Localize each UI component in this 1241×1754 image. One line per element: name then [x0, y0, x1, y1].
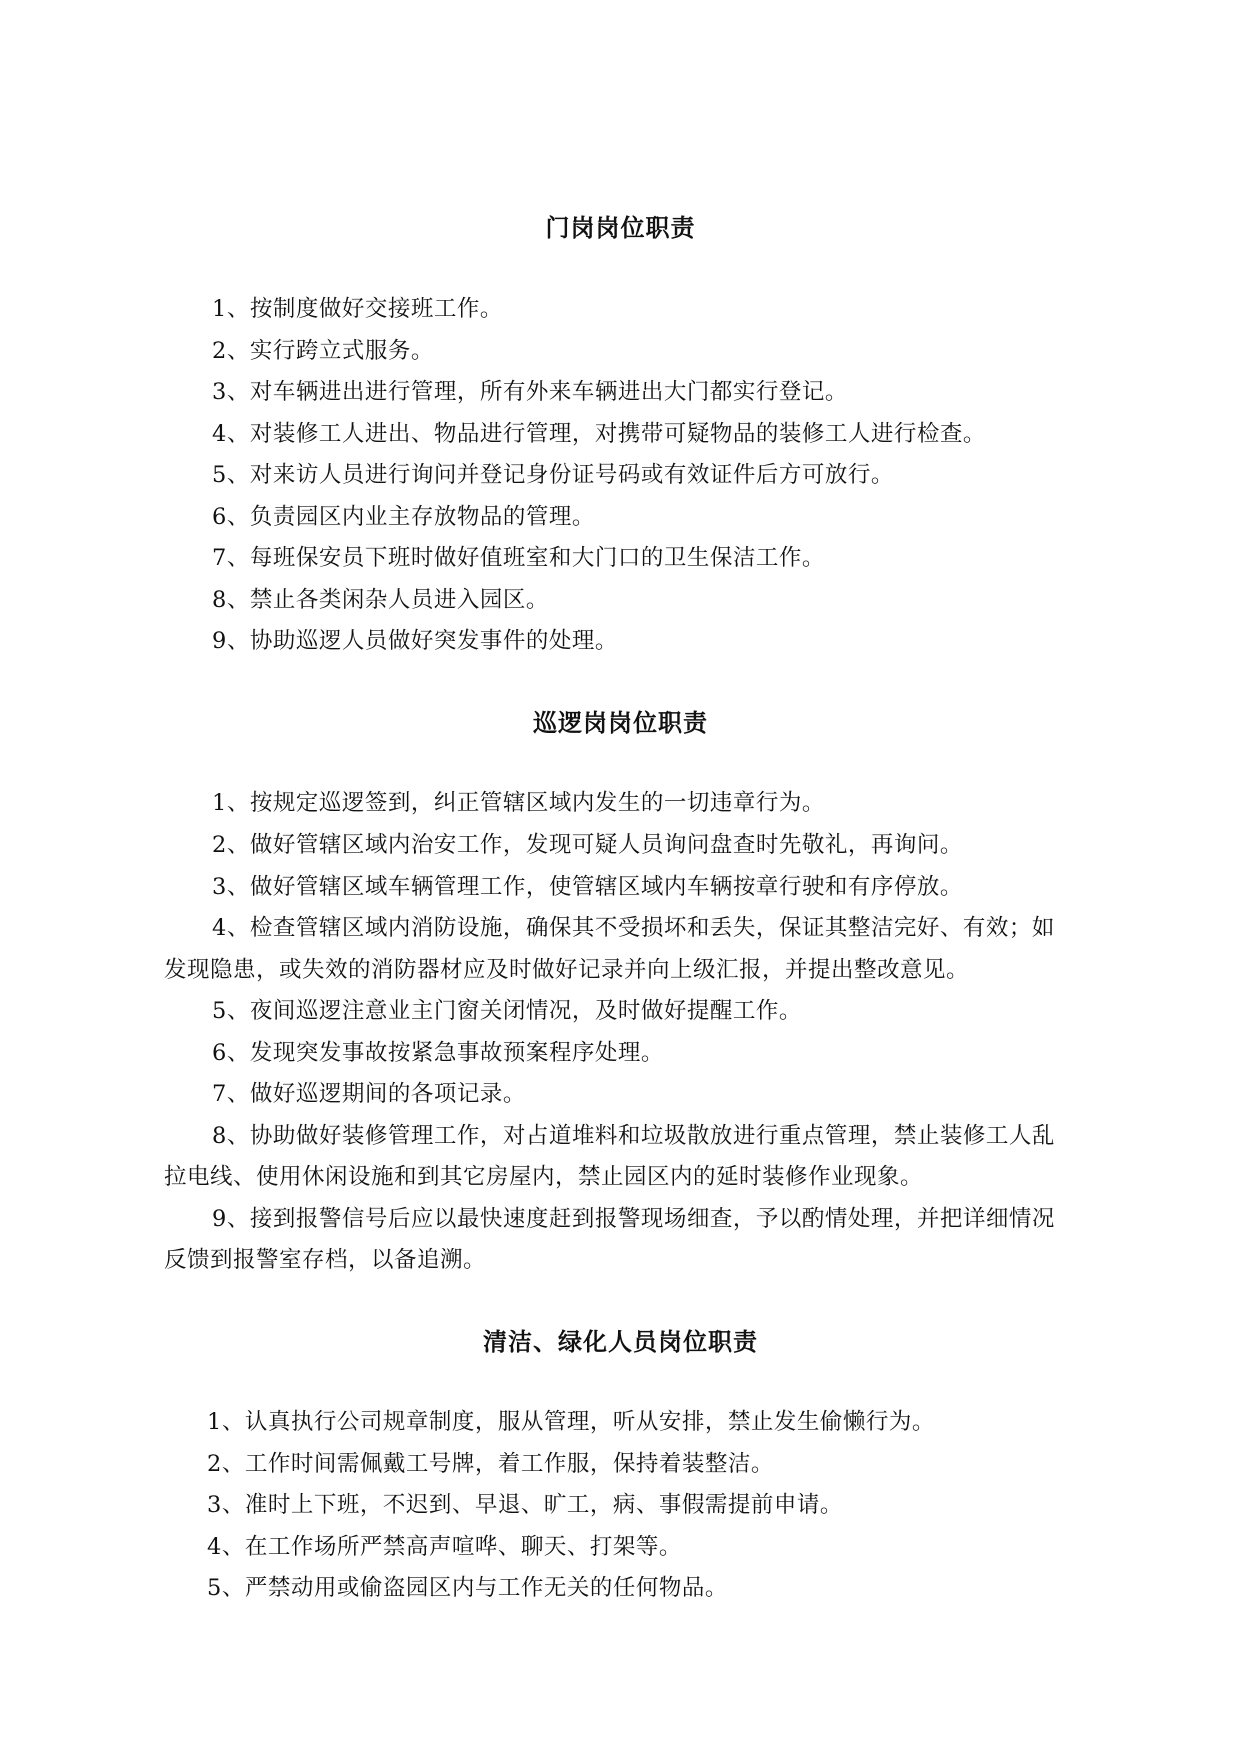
gate-item-1: 1、按制度做好交接班工作。: [212, 296, 503, 322]
patrol-item-4-line-1: 4、检查管辖区域内消防设施，确保其不受损坏和丢失，保证其整洁完好、有效；如: [212, 915, 1055, 941]
patrol-item-8-line-1: 8、协助做好装修管理工作，对占道堆料和垃圾散放进行重点管理，禁止装修工人乱: [212, 1123, 1055, 1149]
gate-item-8: 8、禁止各类闲杂人员进入园区。: [212, 587, 549, 613]
cleaning-item-4: 4、在工作场所严禁高声喧哗、聊天、打架等。: [207, 1534, 682, 1560]
cleaning-item-1: 1、认真执行公司规章制度，服从管理，听从安排，禁止发生偷懒行为。: [207, 1409, 935, 1435]
gate-item-2: 2、实行跨立式服务。: [212, 338, 434, 364]
patrol-item-2: 2、做好管辖区域内治安工作，发现可疑人员询问盘查时先敬礼，再询问。: [212, 832, 963, 858]
section-title-cleaning-greening: 清洁、绿化人员岗位职责: [483, 1327, 758, 1356]
gate-item-6: 6、负责园区内业主存放物品的管理。: [212, 504, 595, 530]
gate-item-3: 3、对车辆进出进行管理，所有外来车辆进出大门都实行登记。: [212, 379, 848, 405]
cleaning-item-3: 3、准时上下班，不迟到、早退、旷工，病、事假需提前申请。: [207, 1492, 843, 1518]
section-title-patrol-post: 巡逻岗岗位职责: [533, 708, 708, 737]
gate-item-7: 7、每班保安员下班时做好值班室和大门口的卫生保洁工作。: [212, 545, 825, 571]
patrol-item-6: 6、发现突发事故按紧急事故预案程序处理。: [212, 1040, 664, 1066]
patrol-item-8-line-2: 拉电线、使用休闲设施和到其它房屋内，禁止园区内的延时装修作业现象。: [164, 1164, 924, 1190]
patrol-item-1: 1、按规定巡逻签到，纠正管辖区域内发生的一切违章行为。: [212, 790, 825, 816]
patrol-item-7: 7、做好巡逻期间的各项记录。: [212, 1081, 526, 1107]
patrol-item-3: 3、做好管辖区域车辆管理工作，使管辖区域内车辆按章行驶和有序停放。: [212, 874, 963, 900]
cleaning-item-5: 5、严禁动用或偷盗园区内与工作无关的任何物品。: [207, 1575, 728, 1601]
patrol-item-4-line-2: 发现隐患，或失效的消防器材应及时做好记录并向上级汇报，并提出整改意见。: [164, 957, 970, 983]
gate-item-9: 9、协助巡逻人员做好突发事件的处理。: [212, 628, 618, 654]
gate-item-5: 5、对来访人员进行询问并登记身份证号码或有效证件后方可放行。: [212, 462, 894, 488]
patrol-item-5: 5、夜间巡逻注意业主门窗关闭情况，及时做好提醒工作。: [212, 998, 802, 1024]
patrol-item-9-line-1: 9、接到报警信号后应以最快速度赶到报警现场细查，予以酌情处理，并把详细情况: [212, 1206, 1055, 1232]
cleaning-item-2: 2、工作时间需佩戴工号牌，着工作服，保持着装整洁。: [207, 1451, 774, 1477]
section-title-gate-post: 门岗岗位职责: [545, 213, 696, 242]
patrol-item-9-line-2: 反馈到报警室存档，以备追溯。: [164, 1247, 487, 1273]
gate-item-4: 4、对装修工人进出、物品进行管理，对携带可疑物品的装修工人进行检查。: [212, 421, 986, 447]
